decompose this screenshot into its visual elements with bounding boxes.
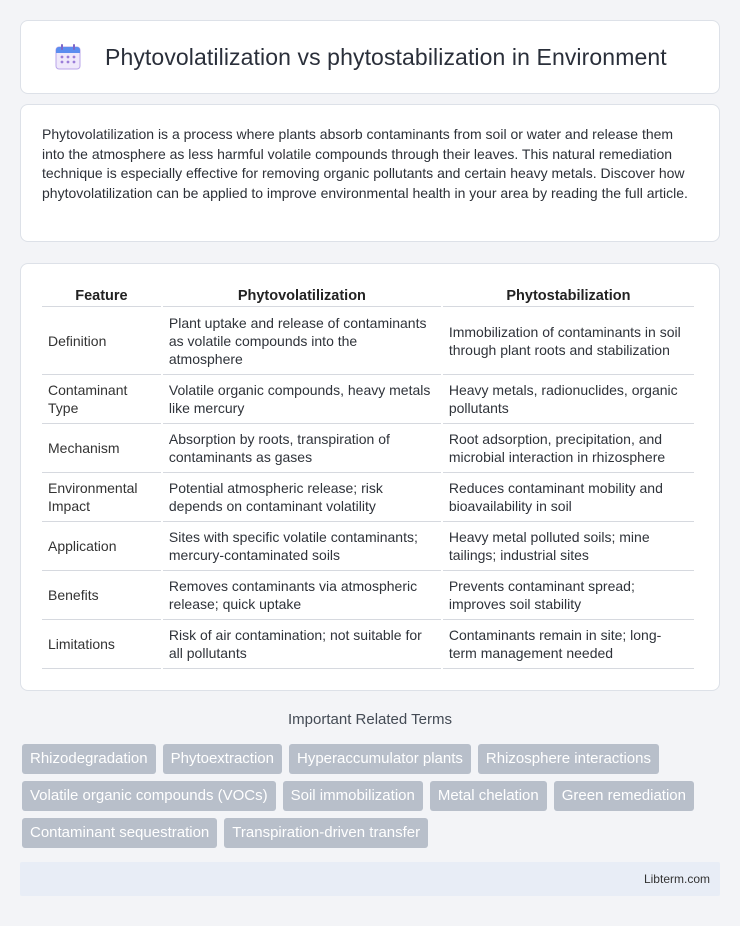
footer-site-link[interactable]: Libterm.com (643, 872, 710, 886)
term-tag[interactable]: Volatile organic compounds (VOCs) (22, 781, 276, 811)
footer (20, 862, 720, 896)
table-row (42, 571, 694, 620)
phytovolatilization-cell: Absorption by roots, transpiration of contaminants as gases (163, 424, 441, 473)
feature-cell: Environmental Impact (42, 473, 161, 522)
term-tag[interactable]: Transpiration-driven transfer (224, 818, 428, 848)
phytovolatilization-cell: Sites with specific volatile contaminants; mercury-contaminated soils (163, 522, 441, 571)
table-row (42, 307, 694, 375)
phytovolatilization-cell: Risk of air contamination; not suitable for all pollutants (163, 620, 441, 669)
phytostabilization-cell: Immobilization of contaminants in soil through plant roots and stabilization (443, 307, 694, 375)
phytostabilization-cell: Contaminants remain in site; long-term management needed (443, 620, 694, 669)
feature-cell: Application (42, 522, 161, 571)
term-tag[interactable]: Hyperaccumulator plants (289, 744, 471, 774)
term-tag[interactable]: Green remediation (554, 781, 694, 811)
comparison-card (20, 263, 720, 691)
feature-cell: Limitations (42, 620, 161, 669)
feature-cell: Benefits (42, 571, 161, 620)
feature-cell: Definition (42, 307, 161, 375)
comparison-table (40, 284, 696, 669)
calendar-icon (53, 42, 83, 72)
header-feature: Feature (42, 284, 161, 307)
phytovolatilization-cell: Removes contaminants via atmospheric release; quick uptake (163, 571, 441, 620)
term-tag[interactable]: Rhizosphere interactions (478, 744, 659, 774)
header-phytostabilization: Phytostabilization (443, 284, 694, 307)
feature-cell: Mechanism (42, 424, 161, 473)
term-tag[interactable]: Metal chelation (430, 781, 547, 811)
related-terms-heading: Important Related Terms (288, 711, 452, 728)
table-row (42, 424, 694, 473)
term-tag[interactable]: Contaminant sequestration (22, 818, 217, 848)
table-row (42, 473, 694, 522)
page-title: Phytovolatilization vs phytostabilization in Environment (105, 43, 667, 70)
related-terms-list (22, 744, 722, 848)
phytostabilization-cell: Prevents contaminant spread; improves soil stability (443, 571, 694, 620)
term-tag[interactable]: Rhizodegradation (22, 744, 156, 774)
phytovolatilization-cell: Plant uptake and release of contaminants as volatile compounds into the atmosphere (163, 307, 441, 375)
phytostabilization-cell: Heavy metal polluted soils; mine tailings; industrial sites (443, 522, 694, 571)
table-header-row (42, 284, 694, 307)
phytovolatilization-cell: Volatile organic compounds, heavy metals like mercury (163, 375, 441, 424)
phytostabilization-cell: Root adsorption, precipitation, and microbial interaction in rhizosphere (443, 424, 694, 473)
table-row (42, 522, 694, 571)
term-tag[interactable]: Soil immobilization (283, 781, 423, 811)
phytostabilization-cell: Reduces contaminant mobility and bioavailability in soil (443, 473, 694, 522)
intro-paragraph: Phytovolatilization is a process where plants absorb contaminants from soil or water and release them into the atmosphere as less harmful volatile compounds through their leaves. This natural remediation technique is especially effective for removing organic pollutants and certain heavy metals. Discover how phytovolatilization can be applied to improve environmental health in your area by reading the full article. (42, 126, 688, 201)
title-card (20, 20, 720, 94)
header-phytovolatilization: Phytovolatilization (163, 284, 441, 307)
intro-card (20, 104, 720, 242)
table-row (42, 375, 694, 424)
phytostabilization-cell: Heavy metals, radionuclides, organic pollutants (443, 375, 694, 424)
table-row (42, 620, 694, 669)
term-tag[interactable]: Phytoextraction (163, 744, 282, 774)
feature-cell: Contaminant Type (42, 375, 161, 424)
phytovolatilization-cell: Potential atmospheric release; risk depends on contaminant volatility (163, 473, 441, 522)
